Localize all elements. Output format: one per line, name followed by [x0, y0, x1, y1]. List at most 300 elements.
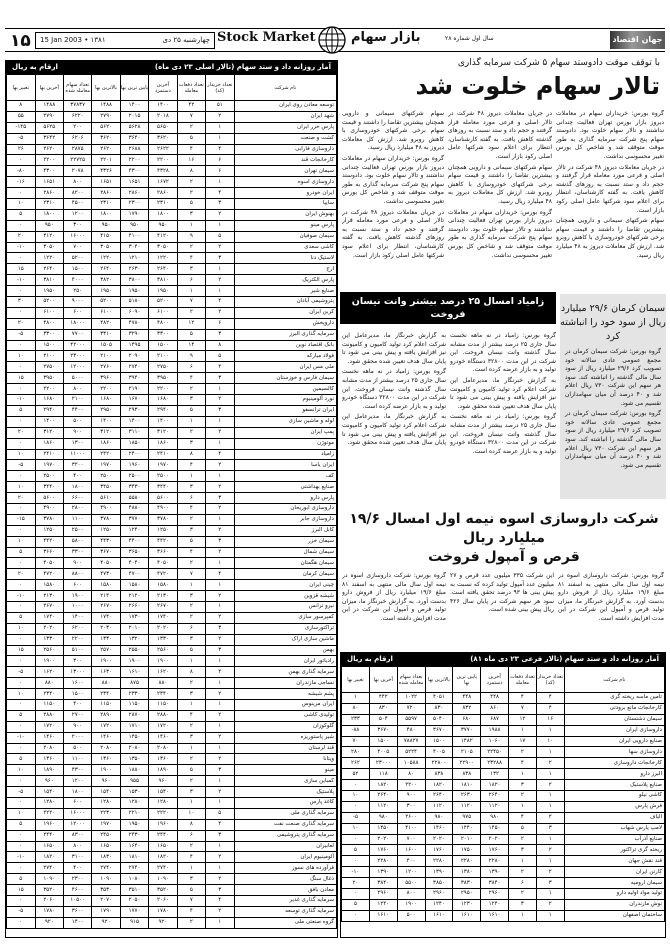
company-name: صنایع پلاستیک [564, 780, 664, 791]
company-name: نساجی مازندران [234, 678, 337, 689]
cell-value: ۱ [206, 514, 234, 525]
table-row [7, 776, 337, 787]
cell-value: ۱۶۴۰ [120, 841, 148, 852]
cell-value: ۱۶۷۰ [120, 395, 148, 406]
cell-value: ۱۲۰۰۰ [63, 819, 91, 830]
cell-value: ۱ [536, 791, 564, 802]
date-fa: چهارشنبه ۲۵ دی [162, 36, 210, 44]
cell-value: ۱۹۰۰ [149, 656, 177, 667]
cell-value: ۲۸۶۰ [120, 188, 148, 199]
cell-value: ۱۹۷۰ [35, 460, 63, 471]
cell-value: ۳ [177, 438, 205, 449]
column-header: تغییر بها [7, 75, 36, 101]
cell-value: ۴ [509, 812, 537, 823]
cell-value: ۱ [536, 725, 564, 736]
table-row [7, 885, 337, 896]
cell-value: ۲۸۷۵ [63, 144, 91, 155]
table-row [7, 721, 337, 732]
table-row [7, 787, 337, 798]
cell-value: ۵- [7, 906, 36, 917]
cell-value: ۲۶۷۰ [92, 601, 120, 612]
cell-value: ۲ [206, 460, 234, 471]
cell-value: ۴۷۳۰ [92, 569, 120, 580]
cell-value: ۳۰۴۰ [120, 242, 148, 253]
company-name: سیمان صوفیان [234, 231, 337, 242]
cell-value: ۱ [536, 834, 564, 845]
sidebar-headline: سیمان کرمان ۲۹/۶ میلیارد ریال از سود خود را انباشته کرد [560, 303, 666, 342]
cell-value: ۱۹۵۰ [120, 286, 148, 297]
section-title-fa: بازار سهام [351, 30, 421, 45]
cell-value: ۱۴۰۰ [149, 101, 177, 112]
cell-value: ۴۳۰۰ [120, 166, 148, 177]
cell-value: ۲۷۰۰ [63, 710, 91, 721]
cell-value: ۱ [206, 438, 234, 449]
company-name: کابل البرز [234, 525, 337, 536]
table-row [342, 758, 665, 769]
cell-value: ۵ [177, 329, 205, 340]
cell-value: ۱۹۰۰ [63, 591, 91, 602]
cell-value: ۱۵ [7, 264, 36, 275]
table-row [7, 297, 337, 308]
cell-value: ۳۱۲۰ [92, 427, 120, 438]
cell-value: ۲۲۸۰ [481, 856, 509, 867]
cell-value: ۵ [177, 885, 205, 896]
table-row [342, 856, 665, 867]
cell-value: ۱ [206, 416, 234, 427]
cell-value: ۹۶۰ [92, 776, 120, 787]
cell-value: ۲۳۰۰ [63, 874, 91, 885]
cell-value: ۵۰۰۰ [63, 373, 91, 384]
company-name: پارس خزر ایران [234, 122, 337, 133]
cell-value: ۳۷۸۳۷ [63, 101, 91, 112]
column-header: پایین ترین بها [453, 667, 481, 693]
paragraph: سهام شرکتهای سیمانی و دارویی همچنان بیشترین تقاضا را داشتند و قیمت سهام برخی شرکتهای خودروسازی با کاهش روبرو شد. ارزش کل معاملات دیروز به ۴۸ میلیارد ریال رسید. [556, 217, 664, 259]
table-row [7, 427, 337, 438]
cell-value: ۱۸۰۰ [149, 209, 177, 220]
cell-value: ۱۵۰۰ [369, 736, 397, 747]
company-name: صنایع دارویی ایران [564, 736, 664, 747]
cell-value: ۱ [177, 743, 205, 754]
cell-value: ۲۵۰۰ [63, 525, 91, 536]
cell-value: ۴ [206, 819, 234, 830]
column-header: آخرین بها [35, 75, 63, 101]
cell-value: ۷ [177, 569, 205, 580]
paragraph: گروه بورس: خریداران سهام در معاملات دیروز بازار بورس تهران فعالیت چندانی نداشتند و تالار سهام خلوت بود. دادوستد سهام پنج شرکت سرمایه گذاری به طور موقت متوقف شد و شاخص کل بورس تغییر محسوسی نداشت. [556, 110, 664, 160]
cell-value: ۱۴۰۰ [35, 416, 63, 427]
cell-value: ۲ [177, 307, 205, 318]
article-column [342, 110, 444, 288]
table-title-bar [6, 61, 337, 74]
cell-value: ۱۲۴۰ [425, 899, 453, 910]
cell-value: ۵ [7, 209, 36, 220]
cell-value: ۳ [509, 845, 537, 856]
cell-value: ۱ [206, 601, 234, 612]
paragraph: سهام شرکتهای سیمانی و دارویی همچنان بیشترین تقاضا را داشتند و قیمت سهام برخی شرکتهای خودروسازی با کاهش روبرو شد. ارزش کل معاملات دیروز به ۴۸ میلیارد ریال رسید. [342, 110, 444, 152]
cell-value: ۱۹۰۰ [92, 765, 120, 776]
cell-value: ۳ [177, 395, 205, 406]
cell-value: ۱ [206, 699, 234, 710]
cell-value: ۲۶۷۰ [149, 601, 177, 612]
cell-value: ۱۹۰۰ [92, 656, 120, 667]
cell-value: ۵۲۰۰ [35, 297, 63, 308]
cell-value: ۵۱۸۰ [120, 297, 148, 308]
cell-value: ۴ [206, 297, 234, 308]
cell-value: ۱ [206, 133, 234, 144]
cell-value: ۱۹۷۰ [92, 460, 120, 471]
cell-value: ۲۰۲۰ [35, 623, 63, 634]
cell-value: ۱۲۲۰ [149, 253, 177, 264]
cell-value: ۳۷۸۰ [92, 514, 120, 525]
table-row [7, 373, 337, 384]
cell-value: ۵۱ [206, 101, 234, 112]
cell-value: ۲۰۲۰ [369, 834, 397, 845]
cell-value: ۹ [177, 351, 205, 362]
cell-value: ۶ [177, 362, 205, 373]
company-name: صنایع شیر [234, 286, 337, 297]
cell-value: ۱۶۱۰ [481, 910, 509, 921]
company-name: سیمان شمال [234, 547, 337, 558]
cell-value: ۱۲۴۰ [120, 525, 148, 536]
cell-value: ۸۶۰ [481, 703, 509, 714]
cell-value: ۲۰۷۸ [63, 166, 91, 177]
cell-value: ۱۷۲۰ [92, 721, 120, 732]
cell-value: ۱ [206, 384, 234, 395]
cell-value: ۱۶۰۰۰ [63, 231, 91, 242]
cell-value: ۰ [7, 863, 36, 874]
cell-value: ۱۰ [7, 689, 36, 700]
company-name: صنایع بهداشتی [234, 482, 337, 493]
cell-value: ۷۲۰ [397, 703, 425, 714]
cell-value: ۱۴ [177, 340, 205, 351]
globe-icon [317, 25, 347, 55]
cell-value: ۳۶۷۰ [92, 547, 120, 558]
column-header: آخرین بها [369, 667, 397, 693]
cell-value: ۳ [177, 264, 205, 275]
cell-value: ۴۴۸ [453, 693, 481, 704]
cell-value: ۱ [509, 910, 537, 921]
table-row [342, 823, 665, 834]
cell-value: ۳۶۶۰ [35, 547, 63, 558]
cell-value: ۹۰۰ [63, 427, 91, 438]
cell-value: ۳۰۵۰ [92, 242, 120, 253]
table-row [342, 736, 665, 747]
cell-value: ۴۰۰۵ [425, 747, 453, 758]
company-name: داروسازی اسوه [234, 177, 337, 188]
cell-value: ۱۰ [7, 199, 36, 210]
cell-value: ۲۵۷۰ [92, 645, 120, 656]
cell-value: ۱۰- [7, 591, 36, 602]
column-header: بالاترین بها [92, 75, 120, 101]
cell-value: ۲۳۳ [342, 714, 370, 725]
cell-value: ۲۵۰۰ [120, 471, 148, 482]
table-row [7, 710, 337, 721]
cell-value: ۲ [206, 710, 234, 721]
cell-value: ۲۰۱۰ [120, 623, 148, 634]
cell-value: ۱۰ [7, 482, 36, 493]
cell-value: ۱۶ [177, 155, 205, 166]
cell-value: ۱۷۳۰ [120, 612, 148, 623]
cell-value: ۴۳۲۸ [149, 166, 177, 177]
cell-value: ۷ [177, 896, 205, 907]
cell-value: ۴۰۰ [63, 699, 91, 710]
cell-value: ۲۲۰۱ [92, 155, 120, 166]
cell-value: ۲۸۸۰ [35, 710, 63, 721]
company-name: تولید مواد اولیه دارو [564, 889, 664, 900]
cell-value: ۳۹۵۰ [149, 373, 177, 384]
cell-value: ۳۰۵۰ [35, 242, 63, 253]
cell-value: ۳۸۴۰ [481, 878, 509, 889]
cell-value: ۱۴۶۰ [149, 732, 177, 743]
paragraph: در جریان معاملات دیروز ۴۸ شرکت در تالار اصلی و فرعی مورد معامله قرار گرفتند و حجم داد و ستد نسبت به روزهای گذشته کاهش یافت. به گفته کارشناسان، انتظار برای اعلام سود شرکتها عامل اصلی رکود بازار است. [556, 163, 664, 214]
cell-value: ۲۰۲۰ [481, 834, 509, 845]
table-row [7, 111, 337, 122]
cell-value: ۳۰ [7, 297, 36, 308]
cell-value: ۳۰۰ [63, 656, 91, 667]
cell-value: ۱۳۵۰ [120, 754, 148, 765]
cell-value: ۲۴۴۰ [149, 830, 177, 841]
cell-value: ۵ [177, 199, 205, 210]
cell-value: ۹۵۰ [149, 220, 177, 231]
cell-value: ۱۰۲۲ [397, 693, 425, 704]
cell-value: ۲۹۳۰ [120, 405, 148, 416]
cell-value: ۱۴۸۸ [35, 101, 63, 112]
cell-value: ۶۰۰ [63, 798, 91, 809]
cell-value: ۲۵۰۰ [149, 471, 177, 482]
cell-value: ۱۰ [177, 808, 205, 819]
cell-value: ۳۳۰۰ [35, 329, 63, 340]
cell-value: ۵ [7, 874, 36, 885]
cell-value: ۲۲۲۰ [35, 808, 63, 819]
cell-value: ۴ [177, 547, 205, 558]
cell-value: ۶۰۰ [63, 580, 91, 591]
main-table-grid [6, 74, 337, 929]
cell-value: ۳۳۰۰ [63, 547, 91, 558]
company-name: زامیاد [234, 449, 337, 460]
table-title: آمار روزانه داد و ستد سهام (تالار اصلی ۲۳ دی ماه) [154, 63, 331, 71]
cell-value: ۹۱۵ [120, 917, 148, 928]
cell-value: ۳۸۱۰ [149, 275, 177, 286]
table-unit: ارقام به ریال [12, 63, 58, 71]
cell-value: ۱۶۰۰۰ [63, 808, 91, 819]
cell-value: ۱۶۵۱ [120, 177, 148, 188]
cell-value: ۱۴۵۰ [481, 823, 509, 834]
cell-value: ۱۳۶۰ [149, 754, 177, 765]
cell-value: ۱۷۱۰ [120, 721, 148, 732]
column-header: آخرین دستمزد [481, 667, 509, 693]
cell-value: ۱۸۲۰ [369, 780, 397, 791]
cell-value: ۰ [7, 416, 36, 427]
company-name: داروسازی ایران [564, 725, 664, 736]
cell-value: ۳۸۳۰ [453, 878, 481, 889]
cell-value: ۵ [7, 612, 36, 623]
company-name: داروپخش [234, 318, 337, 329]
table-row [7, 471, 337, 482]
cell-value: ۸۰۰ [63, 841, 91, 852]
cell-value: ۰ [7, 525, 36, 536]
cell-value: ۹۰۰ [63, 721, 91, 732]
cell-value: ۳۱۰۰ [63, 852, 91, 863]
cell-value: ۱۸۳۰ [92, 852, 120, 863]
paragraph: به گزارش خبرنگار ما، مدیرعامل این شرکت اعلام کرد تولید کامیون و کامیونت نیز افزایش یافته و پیش بینی می شود تا پایان سال هدف تعیین شده محقق شود. [450, 376, 556, 410]
company-name: ملی مس ایران [234, 362, 337, 373]
cell-value: ۳ [206, 373, 234, 384]
cell-value: ۰ [7, 362, 36, 373]
table-row [7, 743, 337, 754]
cell-value: ۲۹۴۰ [149, 405, 177, 416]
table-row [7, 449, 337, 460]
cell-value: ۱۵۰۰ [63, 264, 91, 275]
company-name: سیمان ارومیه [564, 878, 664, 889]
cell-value: ۲ [206, 275, 234, 286]
cell-value: ۲ [206, 689, 234, 700]
table-row [7, 199, 337, 210]
company-name: لاستیک دنا [234, 253, 337, 264]
table-row [342, 725, 665, 736]
cell-value: ۵۵ [7, 111, 36, 122]
cell-value: ۱۸۲۰ [425, 780, 453, 791]
cell-value: ۲۹۵۰ [92, 405, 120, 416]
table-row [7, 689, 337, 700]
company-name: مینو [234, 765, 337, 776]
cell-value: ۴۱۰۰ [120, 231, 148, 242]
cell-value: ۵۵۹۷ [397, 714, 425, 725]
cell-value: ۴۳۲۶ [92, 166, 120, 177]
cell-value: ۱ [206, 580, 234, 591]
paragraph: گروه بورس: شرکت داروسازی اسوه در نیمه اول سال مالی منتهی به اسفند ۸۱ مبلغ ۱۹/۶ میلیارد ریال از فروش دارو بدست آورد. به گزارش خبرنگار ما، میزان تولید قرص و آمپول این شرکت در این مدت افزایش داشته است. [342, 572, 446, 622]
cell-value: ۲۰۵۰ [120, 896, 148, 907]
cell-value: ۸۳۲ [453, 703, 481, 714]
cell-value: ۱ [536, 910, 564, 921]
cell-value: ۲۲۰۰ [397, 780, 425, 791]
cell-value: ۴۳۰۰ [63, 765, 91, 776]
paragraph: به گزارش خبرنگار ما، مدیرعامل این شرکت اعلام کرد تولید کامیون و کامیونت نیز افزایش یافته و پیش بینی می شود تا پایان سال هدف تعیین شده محقق شود. [342, 332, 446, 365]
cell-value: ۵ [177, 405, 205, 416]
company-name: سرمایه گذاری صنعت نفت [234, 819, 337, 830]
cell-value: ۱ [206, 471, 234, 482]
cell-value: ۲۷۹۰ [35, 111, 63, 122]
table-row [342, 714, 665, 725]
company-name: تامین ماسه ریخته گری [564, 693, 664, 704]
cell-value: ۳۶۰۰ [63, 906, 91, 917]
cell-value: ۲ [206, 482, 234, 493]
cell-value: ۲۱۰۵ [453, 747, 481, 758]
cell-value: ۴ [509, 693, 537, 704]
cell-value: ۳۶۲۰ [92, 133, 120, 144]
cell-value: ۱ [206, 678, 234, 689]
cell-value: ۲۲۰۰ [35, 384, 63, 395]
cell-value: ۰ [342, 834, 370, 845]
cell-value: ۳۵۱۰ [120, 885, 148, 896]
cell-value: ۱۶۵۰ [35, 841, 63, 852]
cell-value: ۱۰۵۸۸ [397, 758, 425, 769]
cell-value: ۱۵۸۰ [120, 580, 148, 591]
cell-value: ۱ [206, 220, 234, 231]
cell-value: ۱۳۰۰۰ [63, 667, 91, 678]
cell-value: ۸۳۸ [453, 769, 481, 780]
cell-value: ۳ [206, 885, 234, 896]
paragraph: در جریان معاملات دیروز ۴۸ شرکت در تالار اصلی و فرعی مورد معامله قرار گرفتند و حجم داد و ستد نسبت به روزهای گذشته کاهش یافت. به گفته کارشناسان، انتظار برای اعلام سود شرکتها عامل اصلی رکود بازار است. [448, 110, 552, 160]
cell-value: ۶۰۹۰ [120, 307, 148, 318]
table-row [7, 656, 337, 667]
table-row [7, 286, 337, 297]
cell-value: ۲۶۲ [342, 758, 370, 769]
table-row [7, 536, 337, 547]
cell-value: ۳ [177, 209, 205, 220]
cell-value: ۳۷۸۰ [35, 514, 63, 525]
cell-value: ۱۶۲۰ [149, 667, 177, 678]
cell-value: ۲ [206, 612, 234, 623]
table-row [7, 547, 337, 558]
cell-value: ۳ [509, 780, 537, 791]
cell-value: ۹۷۵ [453, 812, 481, 823]
cell-value: ۶۲۰۶ [63, 133, 91, 144]
cell-value: ۱۸۰۰ [63, 787, 91, 798]
cell-value: ۸۰۰ [397, 889, 425, 900]
article-column [448, 110, 552, 288]
cell-value: ۳۳۱۰ [92, 329, 120, 340]
cell-value: ۱۸۰۰ [92, 209, 120, 220]
cell-value: ۲۹۴۰ [35, 405, 63, 416]
cell-value: ۶ [206, 318, 234, 329]
cell-value: ۱۵ [7, 373, 36, 384]
table-row [7, 144, 337, 155]
cell-value: ۸۳۰ [425, 703, 453, 714]
cell-value: ۲۸۰۰ [63, 503, 91, 514]
cell-value: ۴ [177, 460, 205, 471]
cell-value: ۱۲۵۰ [35, 525, 63, 536]
cell-value: ۲۲۸۰ [453, 856, 481, 867]
cell-value: ۱۰۹۰ [92, 874, 120, 885]
cell-value: ۲ [206, 906, 234, 917]
table-row [7, 580, 337, 591]
table-row [342, 703, 665, 714]
cell-value: ۲۰۰ [63, 122, 91, 133]
cell-value: ۱۲۵۰ [92, 525, 120, 536]
cell-value: ۴ [536, 703, 564, 714]
cell-value: ۲ [206, 427, 234, 438]
osveh-headline [342, 510, 666, 567]
cell-value: ۲۴۵۰ [92, 830, 120, 841]
cell-value: ۱۳۳۰ [35, 634, 63, 645]
cell-value: ۴ [177, 710, 205, 721]
cell-value: ۱۰۰۰ [63, 601, 91, 612]
cell-value: ۱۳۲۰ [120, 634, 148, 645]
cell-value: ۵- [342, 812, 370, 823]
cell-value: ۱ [536, 889, 564, 900]
cell-value: ۲۸۶۰ [149, 188, 177, 199]
table-row [7, 460, 337, 471]
cell-value: ۲۴۴۰ [35, 830, 63, 841]
cell-value: ۵۶۲۵ [35, 122, 63, 133]
cell-value: ۱۹۰۰ [35, 656, 63, 667]
company-name: ساختمان اصفهان [564, 910, 664, 921]
cell-value: ۲۴۲۰ [92, 449, 120, 460]
cell-value: ۲ [509, 747, 537, 758]
company-name: ویتانا [234, 754, 337, 765]
cell-value: ۱۵۰۰ [149, 340, 177, 351]
cell-value: ۱۸۱۰ [120, 852, 148, 863]
cell-value: ۳ [206, 253, 234, 264]
cell-value: ۵- [7, 133, 36, 144]
cell-value: ۳۷۸۰ [149, 514, 177, 525]
cell-value: ۲۶۰۰ [397, 812, 425, 823]
cell-value: ۸۸۰ [92, 678, 120, 689]
cell-value: ۲ [177, 678, 205, 689]
cell-value: ۳ [177, 634, 205, 645]
cell-value: ۱۴۰۰ [120, 101, 148, 112]
table-row [342, 845, 665, 856]
cell-value: ۲۲۸۰۰ [425, 758, 453, 769]
